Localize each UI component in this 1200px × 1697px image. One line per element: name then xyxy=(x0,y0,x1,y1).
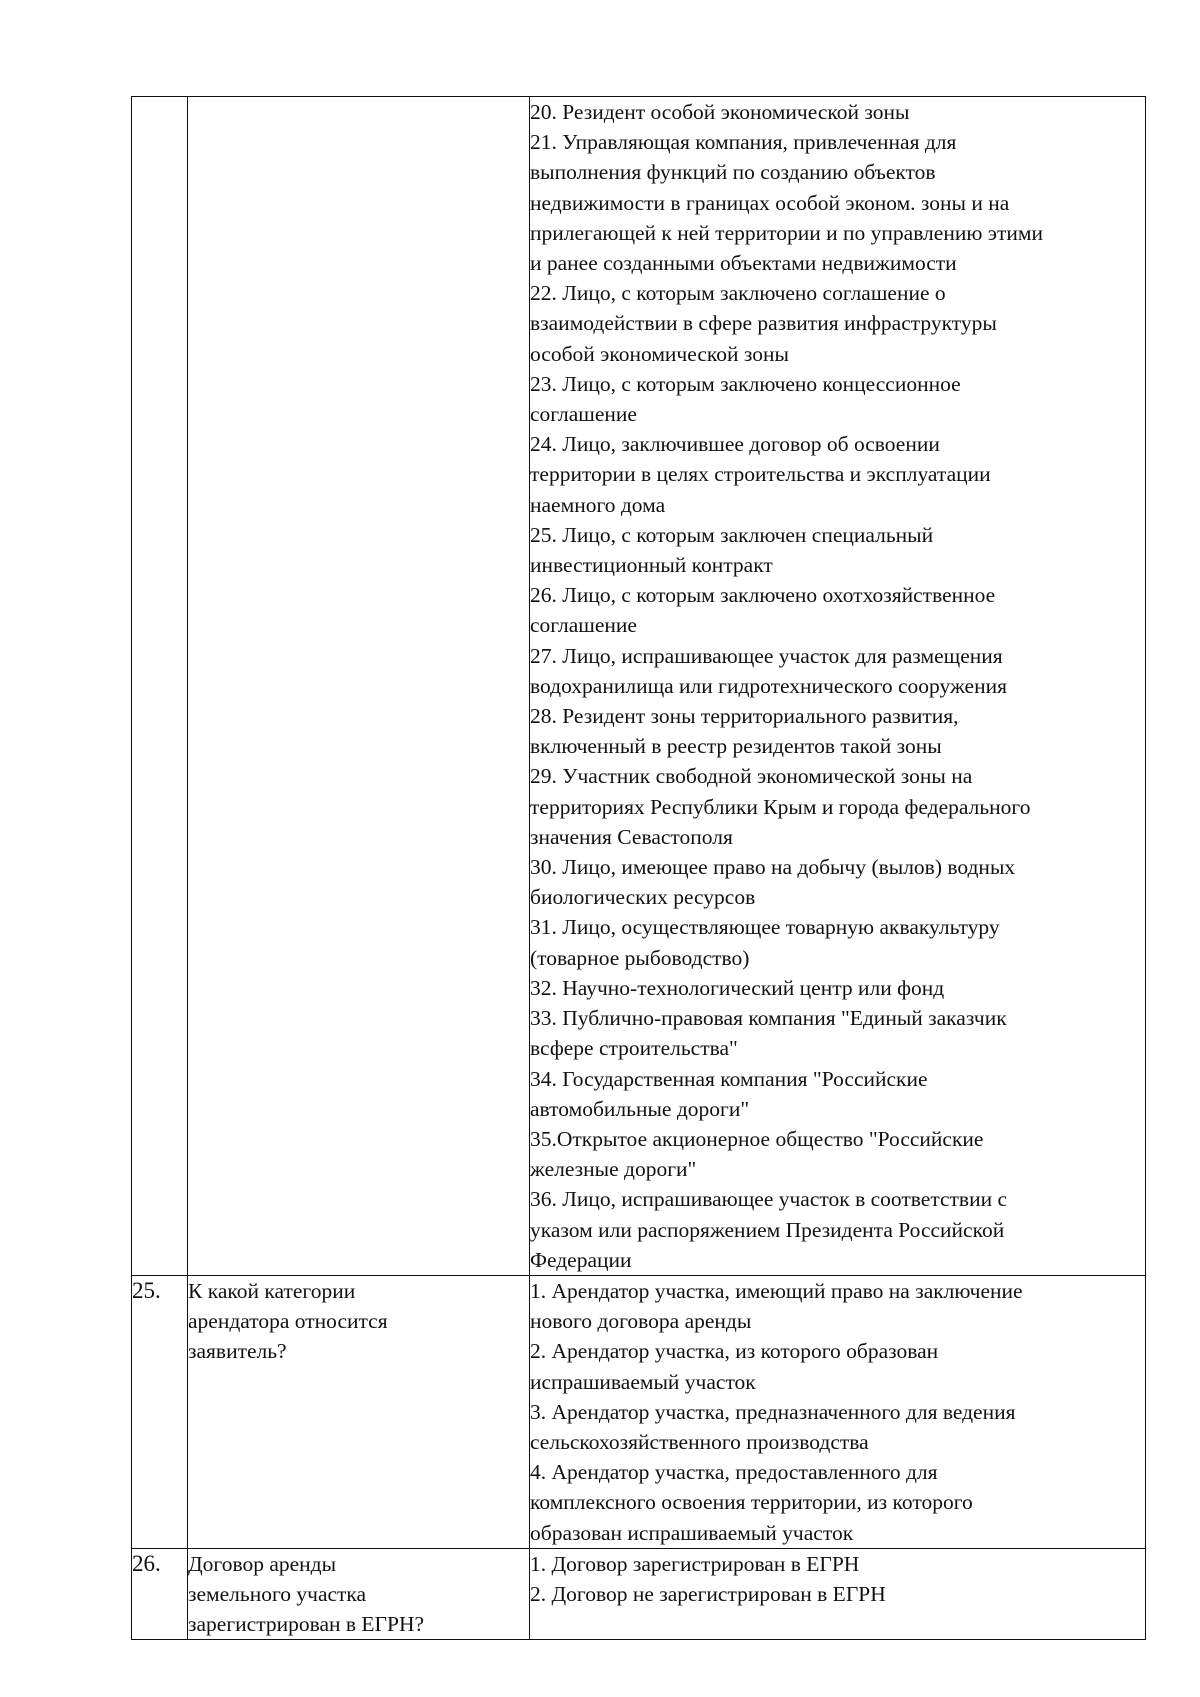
answer-line: автомобильные дороги" xyxy=(530,1096,750,1121)
answer-line: 1. Договор зарегистрирован в ЕГРН xyxy=(530,1551,860,1576)
answer-line: 22. Лицо, с которым заключено соглашение о xyxy=(530,281,946,306)
answer-line: особой экономической зоны xyxy=(530,341,789,366)
answer-line: 34. Государственная компания "Российские xyxy=(530,1066,928,1091)
answer-line: взаимодействии в сфере развития инфраструктуры xyxy=(530,311,997,336)
table-row xyxy=(132,1548,1146,1640)
answer-line: биологических ресурсов xyxy=(530,885,756,910)
answer-line: прилегающей к ней территории и по управлению этими xyxy=(530,220,1044,245)
answer-line: комплексного освоения территории, из которого xyxy=(530,1490,973,1515)
answer-line: указом или распоряжением Президента Российской xyxy=(530,1217,1005,1242)
row-number: 25. xyxy=(132,1277,161,1303)
answer-line: 2. Договор не зарегистрирован в ЕГРН xyxy=(530,1581,886,1606)
row-number-cell xyxy=(132,1548,188,1640)
answer-line: 33. Публично-правовая компания "Единый заказчик xyxy=(530,1006,1007,1031)
answer-line: 31. Лицо, осуществляющее товарную аквакультуру xyxy=(530,915,1000,940)
answer-line: сельскохозяйственного производства xyxy=(530,1429,869,1454)
answer-line: 27. Лицо, испрашивающее участок для размещения xyxy=(530,643,1003,668)
question-line: зарегистрирован в ЕГРН? xyxy=(188,1612,425,1637)
answer-line: 29. Участник свободной экономической зоны на xyxy=(530,764,973,789)
answer-line: соглашение xyxy=(530,402,637,427)
answer-line: 3. Арендатор участка, предназначенного для ведения xyxy=(530,1399,1016,1424)
answer-line: значения Севастополя xyxy=(530,824,733,849)
answer-line: 1. Арендатор участка, имеющий право на заключение xyxy=(530,1278,1023,1303)
question-cell xyxy=(188,1548,530,1640)
questionnaire-table xyxy=(131,96,1146,1640)
question-line: Договор аренды xyxy=(188,1551,337,1576)
row-number-cell xyxy=(132,97,188,1276)
table-row xyxy=(132,97,1146,1276)
answer-line: 28. Резидент зоны территориального развития, xyxy=(530,704,959,729)
answer-line: 24. Лицо, заключившее договор об освоении xyxy=(530,432,940,457)
question-line: К какой категории xyxy=(188,1278,356,1303)
answer-line: инвестиционный контракт xyxy=(530,553,773,578)
answer-line: включенный в реестр резидентов такой зоны xyxy=(530,734,942,759)
answer-line: 2. Арендатор участка, из которого образован xyxy=(530,1339,939,1364)
question-line: арендатора относится xyxy=(188,1309,388,1334)
answer-line: 23. Лицо, с которым заключено концессионное xyxy=(530,371,961,396)
answer-line: 25. Лицо, с которым заключен специальный xyxy=(530,522,934,547)
answer-line: территориях Республики Крым и города федерального xyxy=(530,794,1031,819)
answer-line: 36. Лицо, испрашивающее участок в соответствии с xyxy=(530,1187,1007,1212)
question-line: земельного участка xyxy=(188,1581,367,1606)
table-row xyxy=(132,1275,1146,1548)
answer-line: 32. Научно-технологический центр или фонд xyxy=(530,975,945,1000)
answer-line: недвижимости в границах особой эконом. зоны и на xyxy=(530,190,1010,215)
answer-line: 26. Лицо, с которым заключено охотхозяйственное xyxy=(530,583,996,608)
row-number-cell xyxy=(132,1275,188,1548)
answer-line: испрашиваемый участок xyxy=(530,1369,756,1394)
answer-line: и ранее созданными объектами недвижимости xyxy=(530,251,957,276)
answer-line: 35.Открытое акционерное общество "Российские xyxy=(530,1126,984,1151)
answer-line: соглашение xyxy=(530,613,637,638)
row-number: 26. xyxy=(132,1550,161,1576)
answer-line: 30. Лицо, имеющее право на добычу (вылов) водных xyxy=(530,855,1016,880)
answer-cell xyxy=(530,1275,1146,1548)
question-cell xyxy=(188,1275,530,1548)
answer-line: водохранилища или гидротехнического сооружения xyxy=(530,673,1007,698)
answer-line: 20. Резидент особой экономической зоны xyxy=(530,100,910,124)
question-line: заявитель? xyxy=(188,1339,287,1364)
question-cell xyxy=(188,97,530,1276)
answer-line: 4. Арендатор участка, предоставленного для xyxy=(530,1460,938,1485)
answer-line: территории в целях строительства и эксплуатации xyxy=(530,462,991,487)
answer-line: всфере строительства" xyxy=(530,1036,738,1061)
answer-line: образован испрашиваемый участок xyxy=(530,1520,854,1545)
answer-line: 21. Управляющая компания, привлеченная для xyxy=(530,130,957,155)
answer-line: железные дороги" xyxy=(530,1157,697,1182)
answer-line: Федерации xyxy=(530,1247,632,1272)
answer-cell xyxy=(530,1548,1146,1640)
answer-line: нового договора аренды xyxy=(530,1309,752,1334)
answer-cell xyxy=(530,97,1146,1276)
answer-line: (товарное рыбоводство) xyxy=(530,945,750,970)
answer-line: наемного дома xyxy=(530,492,666,517)
answer-line: выполнения функций по созданию объектов xyxy=(530,160,936,185)
